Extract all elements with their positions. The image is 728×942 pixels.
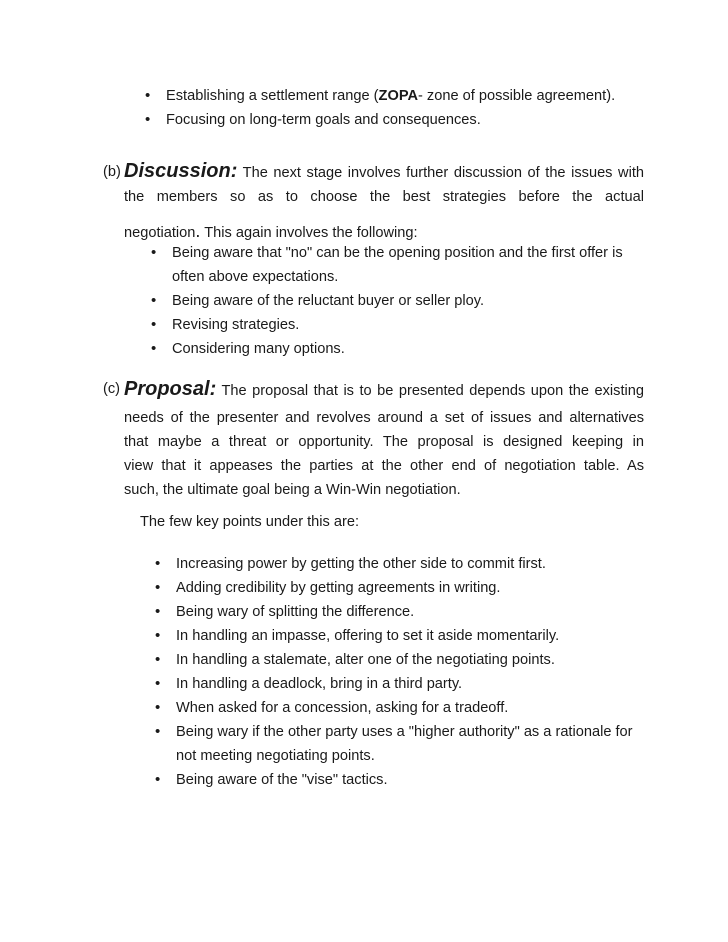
list-item: • Being wary if the other party uses a "higher authority" as a rationale for not meeting negotiating points. (176, 720, 644, 768)
discussion-heading: Discussion: (124, 160, 238, 182)
key-points-intro: The few key points under this are: (140, 514, 360, 530)
section-marker: (c) (103, 381, 121, 397)
discussion-line: Discussion: The next stage involves further discussion of the issues with (124, 160, 644, 182)
proposal-heading: Proposal: (124, 378, 217, 400)
proposal-paragraph (124, 372, 644, 502)
proposal-line: that maybe a threat or opportunity. The proposal is designed keeping in (124, 434, 644, 450)
list-item: • In handling a stalemate, alter one of the negotiating points. (176, 648, 644, 672)
list-item: • When asked for a concession, asking for a tradeoff. (176, 696, 644, 720)
list-item: • Revising strategies. (172, 313, 644, 337)
list-item: • Considering many options. (172, 337, 644, 361)
discussion-line: the members so as to choose the best strategies before the actual (124, 189, 644, 205)
list-item: • Adding credibility by getting agreements in writing. (176, 576, 644, 600)
list-item: • Being wary of splitting the difference. (176, 600, 644, 624)
proposal-line: such, the ultimate goal being a Win-Win negotiation. (124, 482, 461, 498)
zopa-term: ZOPA (378, 88, 419, 104)
list-item: • In handling an impasse, offering to set it aside momentarily. (176, 624, 644, 648)
proposal-line: Proposal: The proposal that is to be presented depends upon the existing (124, 378, 644, 400)
list-item: • Being aware of the "vise" tactics. (176, 768, 644, 792)
list-item: • Establishing a settlement range (ZOPA- zone of possible agreement). (166, 84, 666, 108)
key-points-list (176, 552, 644, 792)
discussion-list (172, 241, 644, 361)
list-item: • Being aware of the reluctant buyer or seller ploy. (172, 289, 644, 313)
list-item: • Increasing power by getting the other side to commit first. (176, 552, 644, 576)
list-item: • Being aware that "no" can be the opening position and the first offer is often above expectations. (172, 241, 644, 289)
settlement-list (166, 84, 666, 132)
section-marker: (b) (103, 164, 121, 180)
proposal-line: needs of the presenter and revolves around a set of issues and alternatives (124, 410, 644, 426)
list-item: • In handling a deadlock, bring in a third party. (176, 672, 644, 696)
list-item: • Focusing on long-term goals and consequences. (166, 108, 666, 132)
proposal-line: view that it appeases the parties at the other end of negotiation table. As (124, 458, 644, 474)
discussion-line: negotiation. This again involves the following: (124, 221, 418, 241)
